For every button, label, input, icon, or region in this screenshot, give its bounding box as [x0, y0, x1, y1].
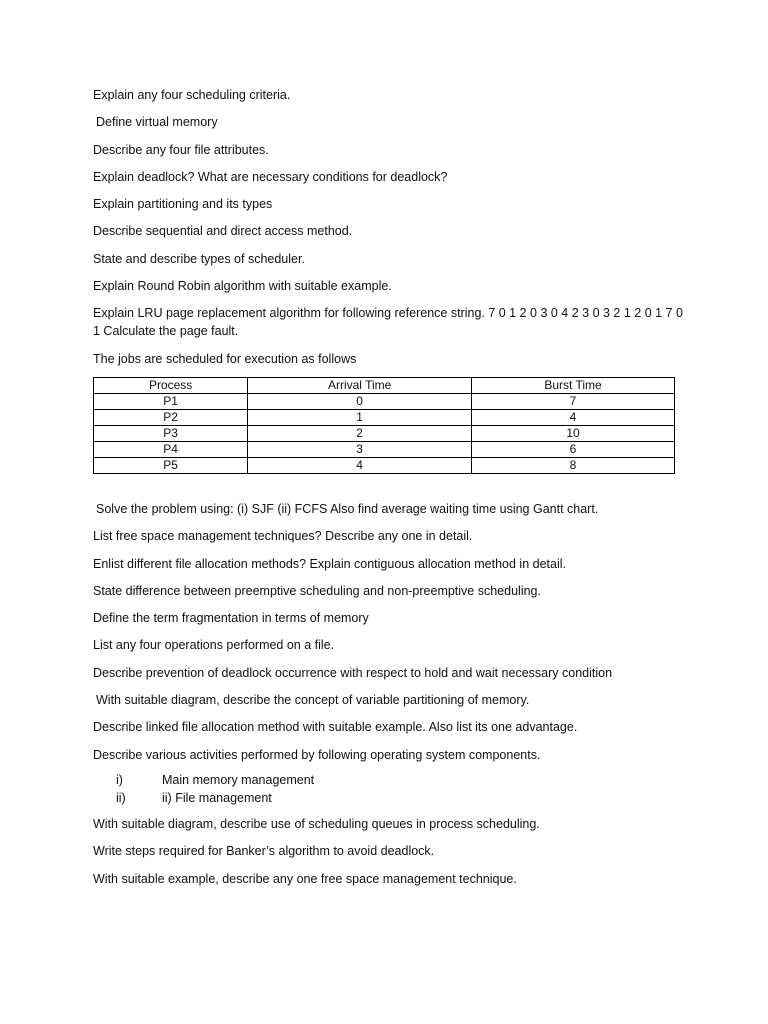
column-header-arrival-time: Arrival Time: [248, 377, 472, 393]
table-header-row: [94, 377, 675, 393]
question-lru-page-replacement: Explain LRU page replacement algorithm for following reference string. 7 0 1 2 0 3 0 4 2 3 0 3 2 1 2 0 1 7 0 1 Calculate the page fault.: [93, 306, 683, 339]
table-row: [94, 441, 675, 457]
table-cell-arrival: 4: [248, 457, 472, 473]
table-cell-arrival: 0: [248, 393, 472, 409]
question-document: [93, 86, 693, 897]
list-item: [93, 771, 693, 789]
question-bankers-algorithm: Write steps required for Banker’s algorithm to avoid deadlock.: [93, 844, 435, 859]
table-cell-process: P2: [94, 409, 248, 425]
list-item-number: i): [116, 772, 123, 787]
question-file-operations: List any four operations performed on a file.: [93, 638, 335, 653]
question-scheduling-criteria: Explain any four scheduling criteria.: [93, 88, 291, 102]
table-cell-burst: 6: [472, 441, 675, 457]
question-free-space-example: With suitable example, describe any one free space management technique.: [93, 871, 517, 886]
question-jobs-intro: The jobs are scheduled for execution as follows: [93, 351, 357, 366]
question-round-robin: Explain Round Robin algorithm with suitable example.: [93, 279, 392, 294]
table-cell-arrival: 3: [248, 441, 472, 457]
table-cell-arrival: 2: [248, 425, 472, 441]
question-preemptive-difference: State difference between preemptive scheduling and non-preemptive scheduling.: [93, 583, 541, 598]
table-row: [94, 393, 675, 409]
os-components-list: [93, 771, 693, 807]
table-row: [94, 425, 675, 441]
list-item-text: ii) File management: [162, 790, 272, 805]
jobs-table: [93, 377, 675, 474]
question-scheduling-queues: With suitable diagram, describe use of scheduling queues in process scheduling.: [93, 816, 540, 831]
list-item-text: Main memory management: [162, 772, 315, 787]
question-variable-partitioning: With suitable diagram, describe the concept of variable partitioning of memory.: [96, 693, 530, 708]
column-header-process: Process: [94, 377, 248, 393]
list-item-number: ii): [116, 790, 126, 805]
question-sjf-fcfs: Solve the problem using: (i) SJF (ii) FCFS Also find average waiting time using Gantt chart.: [96, 501, 599, 516]
question-partitioning: Explain partitioning and its types: [93, 197, 273, 212]
table-cell-arrival: 1: [248, 409, 472, 425]
question-file-attributes: Describe any four file attributes.: [93, 142, 269, 157]
table-cell-burst: 4: [472, 409, 675, 425]
question-file-allocation-methods: Enlist different file allocation methods? Explain contiguous allocation method in detail.: [93, 556, 566, 571]
question-scheduler-types: State and describe types of scheduler.: [93, 251, 305, 266]
table-cell-process: P3: [94, 425, 248, 441]
table-cell-process: P4: [94, 441, 248, 457]
table-cell-burst: 7: [472, 393, 675, 409]
table-cell-process: P1: [94, 393, 248, 409]
question-deadlock-prevention: Describe prevention of deadlock occurrence with respect to hold and wait necessary condition: [93, 665, 613, 680]
list-item: [93, 789, 693, 807]
table-row: [94, 409, 675, 425]
question-deadlock-conditions: Explain deadlock? What are necessary conditions for deadlock?: [93, 169, 448, 184]
table-cell-process: P5: [94, 457, 248, 473]
question-linked-allocation: Describe linked file allocation method with suitable example. Also list its one advantage.: [93, 720, 578, 735]
table-cell-burst: 8: [472, 457, 675, 473]
question-access-methods: Describe sequential and direct access method.: [93, 224, 353, 239]
question-free-space-techniques: List free space management techniques? Describe any one in detail.: [93, 529, 473, 544]
question-virtual-memory: Define virtual memory: [96, 115, 218, 130]
question-os-components: Describe various activities performed by following operating system components.: [93, 747, 541, 762]
question-fragmentation: Define the term fragmentation in terms of memory: [93, 611, 369, 626]
table-cell-burst: 10: [472, 425, 675, 441]
table-row: [94, 457, 675, 473]
column-header-burst-time: Burst Time: [472, 377, 675, 393]
